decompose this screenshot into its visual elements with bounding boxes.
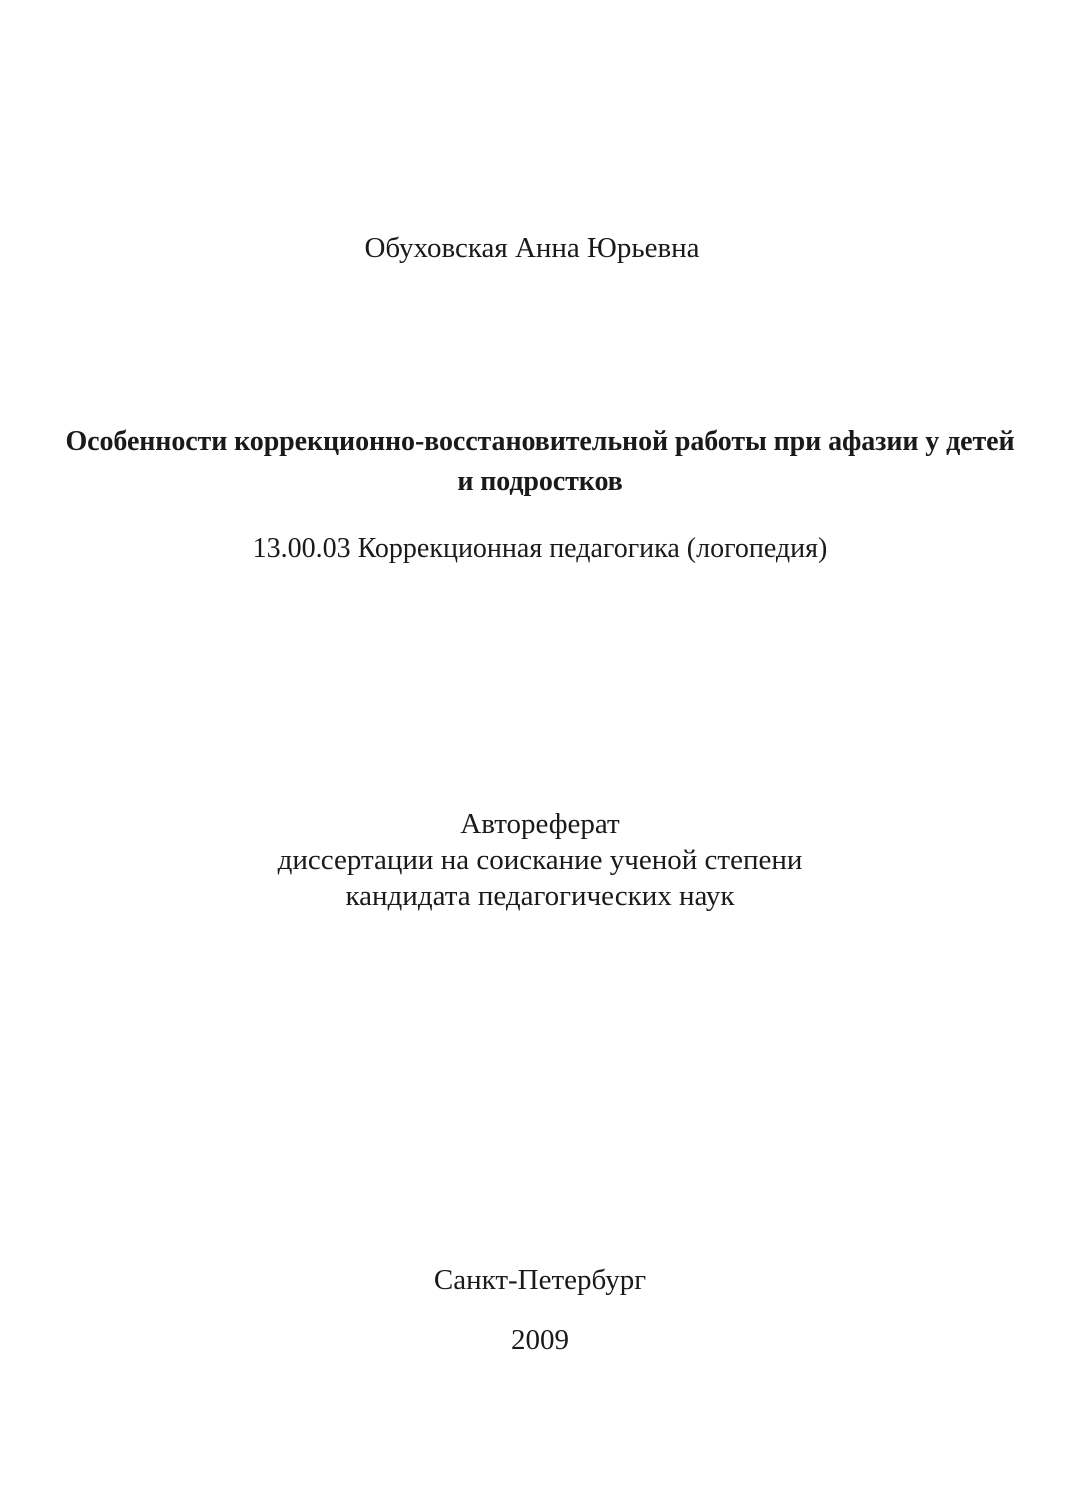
specialty-code: 13.00.03 Коррекционная педагогика (логопедия) — [252, 533, 828, 564]
abstract-line-1: Автореферат — [460, 808, 620, 840]
city: Санкт-Петербург — [433, 1264, 647, 1296]
author-name: Обуховская Анна Юрьевна — [364, 232, 700, 264]
abstract-line-2: диссертации на соискание ученой степени — [277, 844, 803, 876]
title-line-1: Особенности коррекционно-восстановительной работы при афазии у детей — [65, 426, 1015, 457]
abstract-description — [0, 806, 1080, 914]
dissertation-title — [0, 422, 1080, 502]
abstract-line-3: кандидата педагогических наук — [345, 880, 735, 912]
title-line-2: и подростков — [457, 466, 623, 497]
year: 2009 — [511, 1324, 569, 1356]
